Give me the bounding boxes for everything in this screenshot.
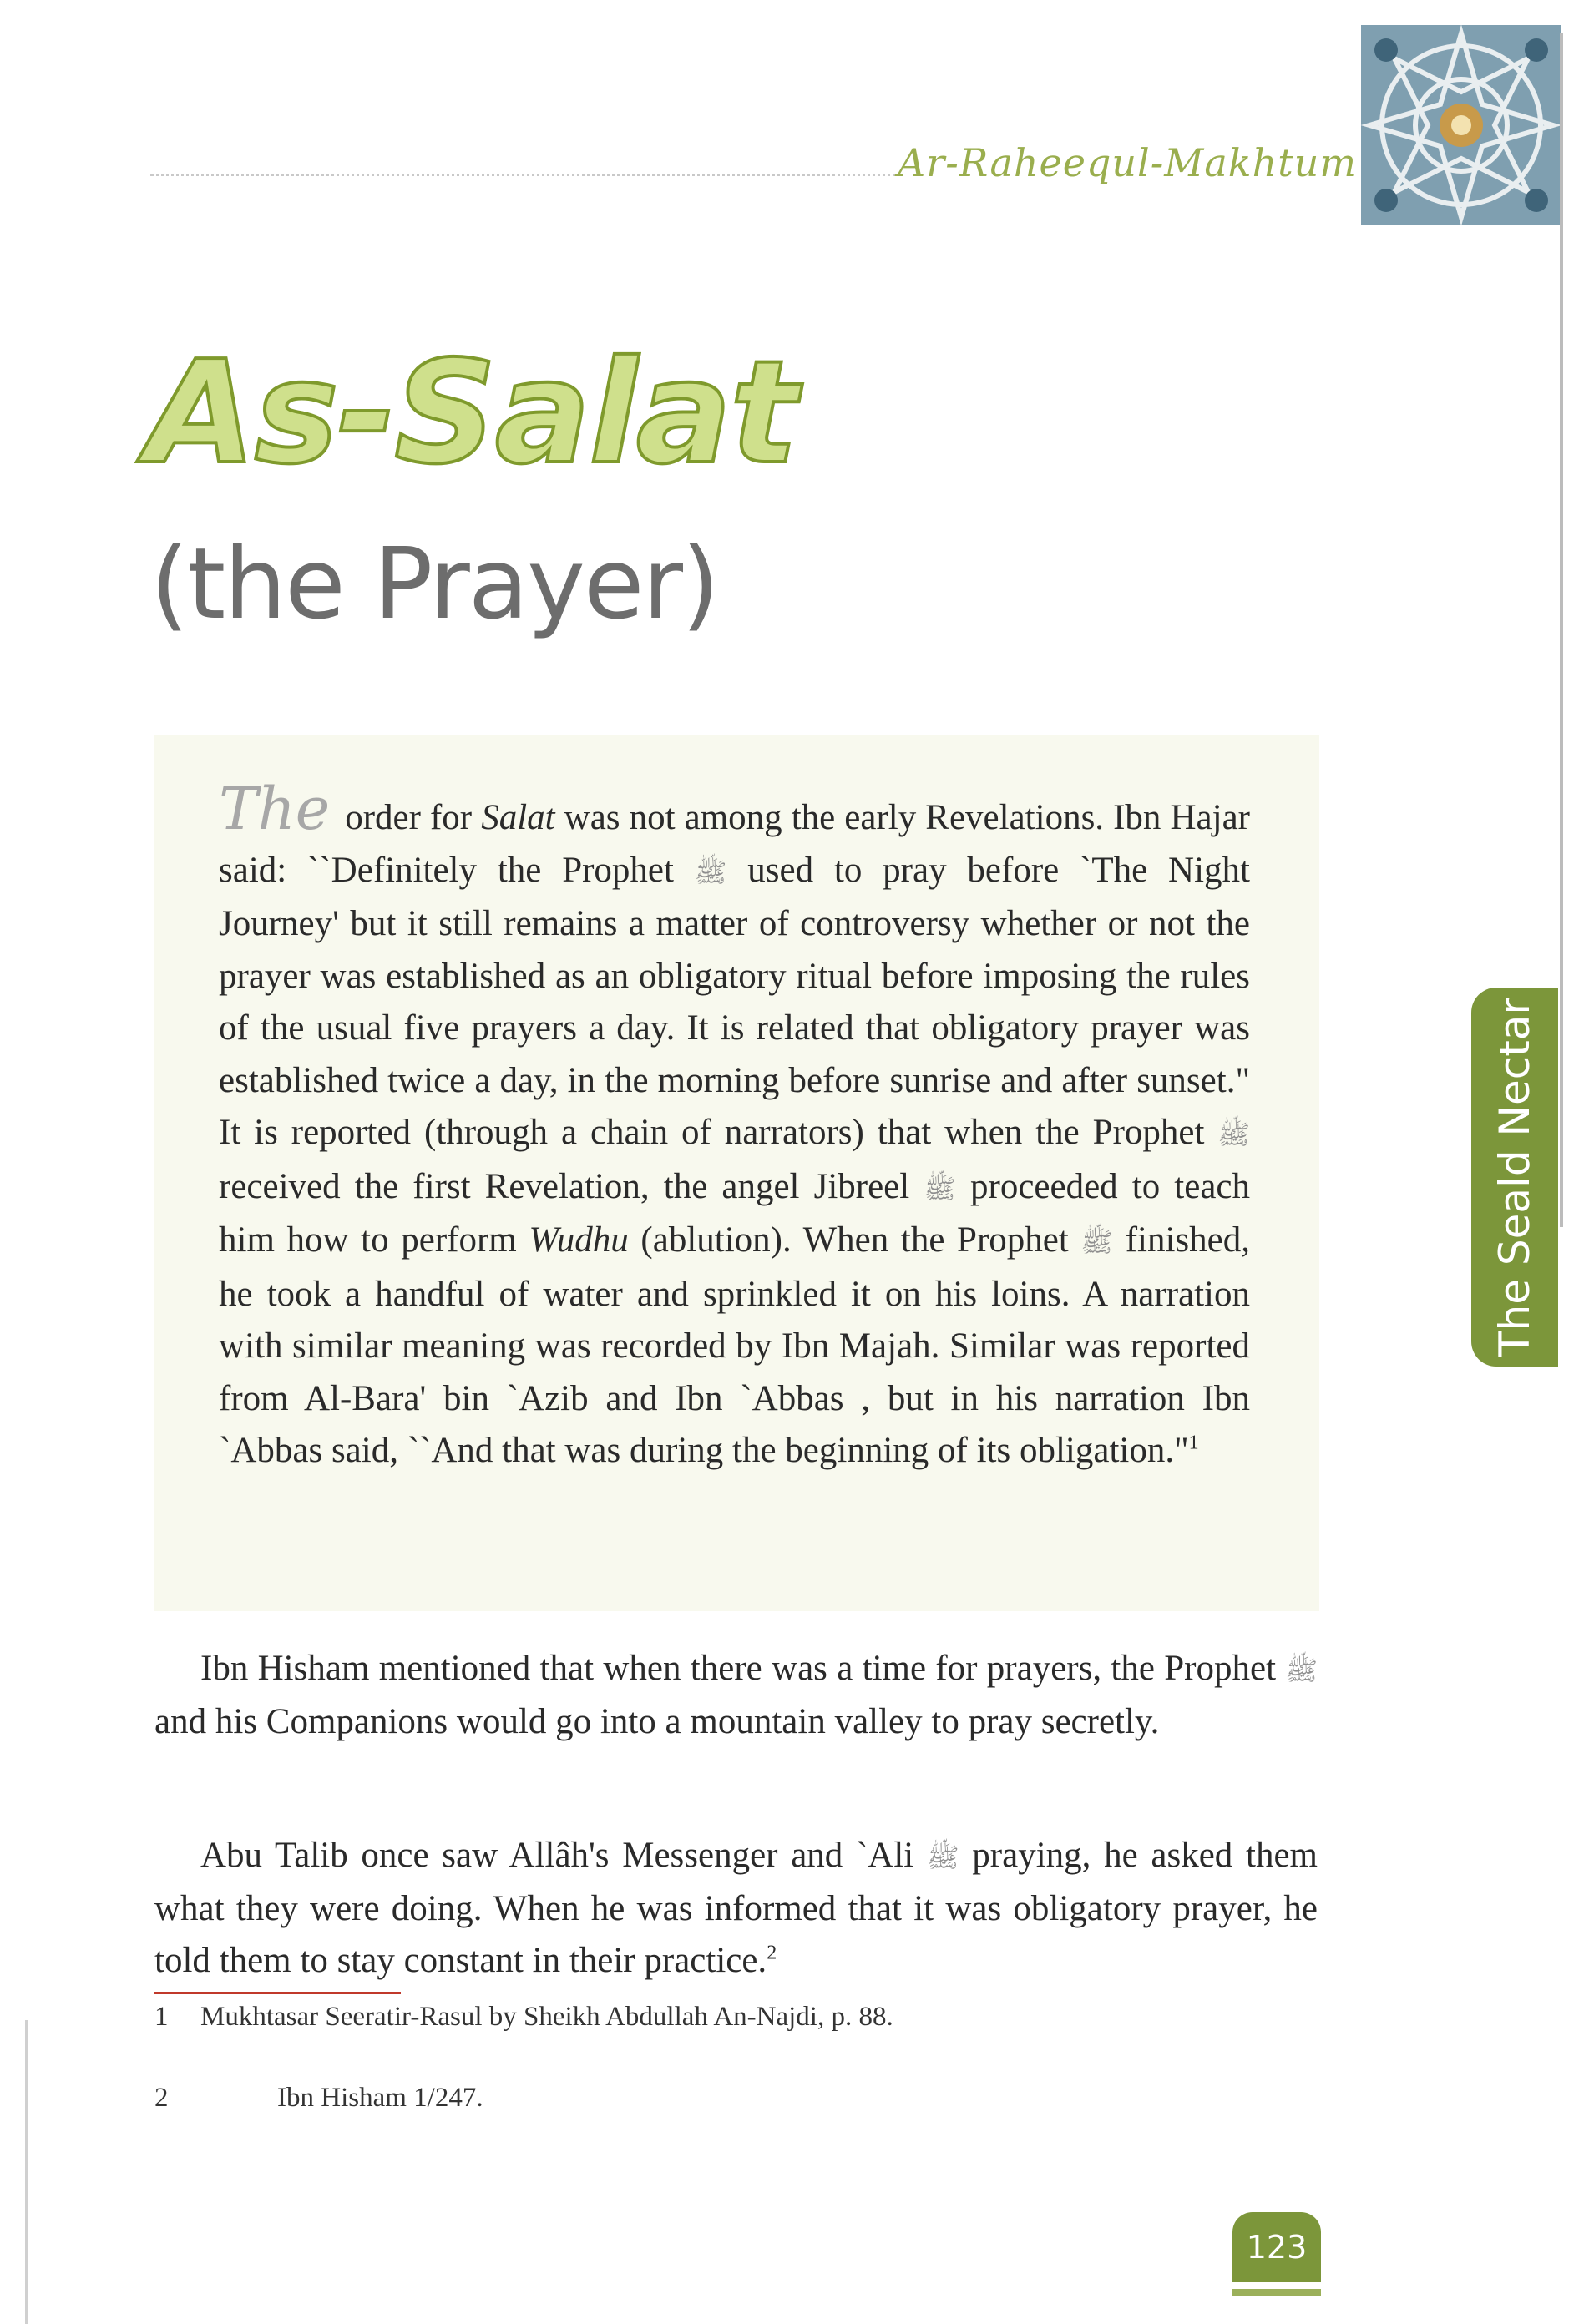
text-run: Ibn Hisham mentioned that when there was a time for prayers, the Prophet [200, 1649, 1286, 1688]
salutation-glyph-icon: ﷺ [1080, 1227, 1114, 1257]
header-rule [150, 174, 902, 176]
text-run: (ablution). When the Prophet [628, 1220, 1081, 1260]
left-margin-rule [25, 2020, 28, 2324]
footnote-ref[interactable]: 1 [1188, 1432, 1199, 1454]
italic-term: Wudhu [529, 1220, 629, 1260]
ornament-tile-icon [1361, 25, 1561, 225]
text-run: was not among the early Revelations. Ibn Hajar said: ``Definitely the Prophet [219, 798, 1250, 890]
chapter-title: As-Salat [146, 331, 797, 496]
alayhis-salam-glyph-icon: ﷺ [924, 1173, 956, 1204]
right-margin-rule [1560, 33, 1563, 1227]
intro-paragraph [219, 775, 1250, 1478]
page-number-bar [1232, 2289, 1321, 2296]
text-run: received the first Revelation, the angel Jibreel [219, 1166, 924, 1206]
footnote-number: 1 [154, 2002, 169, 2032]
body-paragraph [154, 1830, 1318, 1987]
footnote-text: Mukhtasar Seeratir-Rasul by Sheikh Abdullah An-Najdi, p. 88. [200, 2002, 893, 2032]
text-run: and his Companions would go into a mountain valley to pray secretly. [154, 1702, 1160, 1741]
page-number: 123 [1232, 2212, 1321, 2282]
text-run: proceeded to teach him how to perform [219, 1166, 1250, 1260]
salutation-glyph-icon: ﷺ [694, 856, 727, 887]
footnote-number: 2 [154, 2083, 169, 2113]
text-run: finished, he took a handful of water and sprinkled it on his loins. A narration with similar meaning was recorded by Ibn Majah. Similar was reported from Al-Bara' bin `Azib and Ibn `Abbas , but in his narration Ibn `Abbas said, ``And that was during the beginning of its obligation." [219, 1220, 1250, 1470]
chapter-subtitle: (the Prayer) [150, 526, 719, 641]
footnote-text: Ibn Hisham 1/247. [277, 2083, 483, 2113]
text-run: order for [345, 798, 482, 837]
footnote [154, 2002, 893, 2033]
salutation-glyph-icon: ﷺ [1285, 1655, 1318, 1685]
footnote-ref[interactable]: 2 [767, 1942, 777, 1964]
italic-term: Salat [481, 798, 555, 837]
side-tab-label: The Seald Nectar [1490, 997, 1539, 1357]
footnote [154, 2083, 483, 2114]
salutation-glyph-icon: ﷺ [1217, 1119, 1250, 1149]
text-run: praying, he asked them what they were doing. When he was informed that it was obligatory prayer, he told them to stay constant in their practice. [154, 1836, 1318, 1980]
text-run: Abu Talib once saw Allâh's Messenger and `Ali [200, 1836, 927, 1875]
body-paragraph [154, 1643, 1318, 1748]
dropcap: The [219, 775, 331, 843]
radiyallahu-glyph-icon: ﷺ [926, 1842, 959, 1872]
side-tab [1471, 988, 1558, 1367]
footnote-divider [154, 1992, 401, 1994]
text-run: used to pray before `The Night Journey' but it still remains a matter of controversy whether or not the prayer was established as an obligatory ritual before imposing the rules of the usual five prayers a day. It is related that obligatory prayer was established twice a day, in the morning before sunrise and after sunset." It is reported (through a chain of narrators) that when the Prophet [219, 850, 1250, 1152]
running-header: Ar-Raheequl-Makhtum [898, 140, 1358, 185]
